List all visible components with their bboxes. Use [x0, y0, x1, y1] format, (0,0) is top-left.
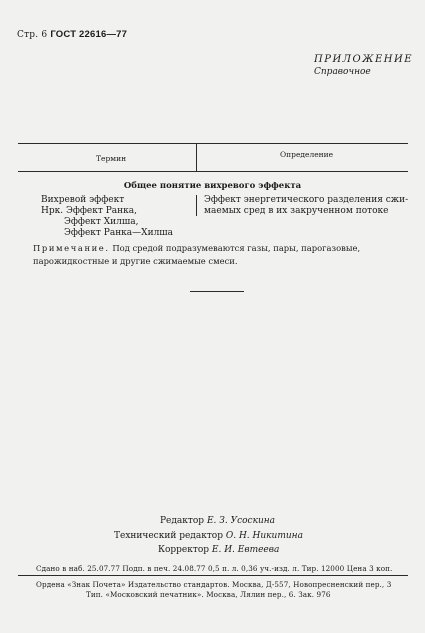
term-synonym: Эффект Хилша,	[64, 217, 139, 227]
note	[33, 242, 360, 268]
editor-credit	[160, 516, 275, 526]
page-number: Стр. 6	[17, 30, 48, 40]
corrector-name: Е. И. Евтеева	[211, 545, 280, 555]
note-line	[33, 242, 360, 255]
table-top-rule	[18, 143, 408, 144]
page-header	[17, 29, 127, 40]
editor-label: Редактор	[160, 516, 205, 526]
note-line: парожидкостные и другие сжимаемые смеси.	[33, 256, 238, 266]
tech-editor-credit	[114, 531, 303, 541]
corrector-label: Корректор	[158, 545, 210, 555]
appendix-subtitle: Справочное	[314, 67, 371, 77]
definition-line: Эффект энергетического разделения сжи-	[204, 195, 409, 205]
printer-line: Тип. «Московский печатник». Москва, Лялин пер., 6. Зак. 976	[86, 590, 331, 599]
publisher-line: Ордена «Знак Почета» Издательство стандартов. Москва, Д-557, Новопресненский пер., 3	[36, 580, 392, 589]
term-main: Вихревой эффект	[41, 195, 125, 205]
note-text: Под средой подразумеваются газы, пары, парогазовые,	[112, 243, 361, 253]
end-divider	[190, 291, 244, 292]
entry-divider	[196, 195, 197, 216]
column-header-definition: Определение	[280, 150, 334, 159]
note-label: Примечание.	[33, 243, 110, 253]
term-synonym: Эффект Ранка—Хилша	[64, 228, 174, 238]
standard-number: ГОСТ 22616—77	[50, 29, 128, 40]
column-header-term: Термин	[96, 154, 127, 163]
table-header-rule	[18, 171, 408, 172]
definition-line: маемых сред в их закрученном потоке	[204, 206, 389, 216]
imprint-rule	[18, 575, 408, 576]
tech-editor-label: Технический редактор	[114, 531, 223, 541]
corrector-credit	[158, 545, 279, 555]
imprint-line: Сдано в наб. 25.07.77 Подп. в печ. 24.08.77 0,5 п. л. 0,36 уч.-изд. л. Тир. 12000 Цена 3 коп.	[36, 564, 393, 573]
table-column-divider	[196, 143, 197, 171]
appendix-title: ПРИЛОЖЕНИЕ	[314, 54, 413, 65]
tech-editor-name: О. Н. Никитина	[225, 531, 303, 541]
section-title: Общее понятие вихревого эффекта	[123, 181, 302, 191]
term-deprecated: Нрк. Эффект Ранка,	[41, 206, 137, 216]
editor-name: Е. З. Усоскина	[206, 516, 276, 526]
